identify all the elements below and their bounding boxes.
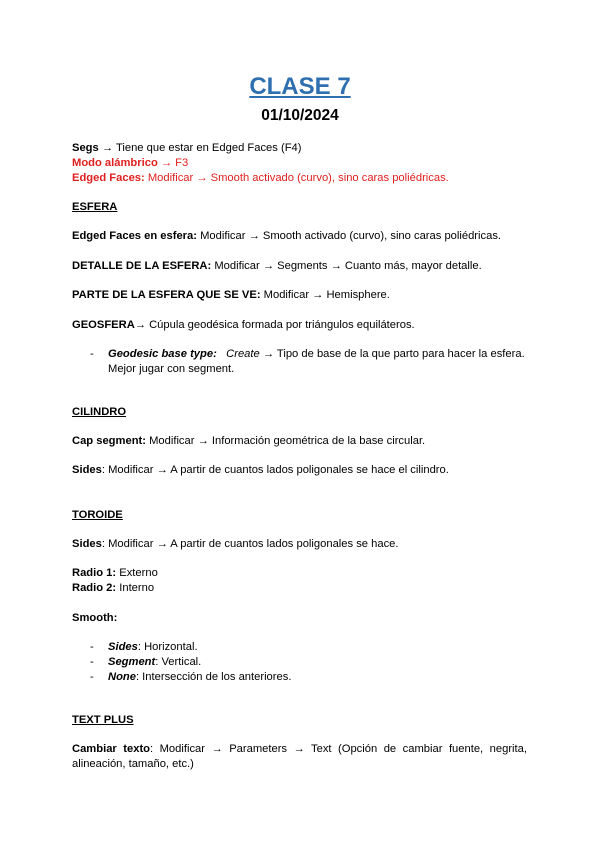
list-item (90, 347, 535, 377)
edged-faces-text: Modificar → Smooth activado (curvo), sino caras poliédricas. (144, 172, 449, 184)
smooth-sides-label: Sides (108, 641, 138, 653)
cilindro-sides-line (72, 463, 532, 478)
bullet-dash: - (90, 656, 94, 668)
modo-alambrico-label: Modo alámbrico (72, 157, 158, 169)
esfera-edged-line (72, 229, 532, 244)
esfera-detalle-label: DETALLE DE LA ESFERA: (72, 260, 212, 272)
smooth-segment-text: : Vertical. (155, 656, 202, 668)
segs-line (72, 141, 532, 156)
cambiar-texto-text: : Modificar → Parameters → Text (Opción de cambiar fuente, negrita, alineación, tamaño, etc.) (72, 743, 527, 770)
create-word: Create (226, 348, 260, 360)
esfera-parte-line (72, 288, 532, 303)
geosfera-bullet-list (90, 347, 535, 377)
geodesic-base-type-text2: Mejor jugar con segment. (108, 363, 235, 375)
geodesic-base-type-label: Geodesic base type: (108, 348, 217, 360)
esfera-heading: ESFERA (72, 201, 118, 213)
smooth-line (72, 611, 532, 626)
segs-label: Segs (72, 142, 99, 154)
geosfera-label: GEOSFERA (72, 319, 135, 331)
list-item (90, 670, 535, 685)
toroide-sides-line (72, 537, 532, 552)
cambiar-texto-paragraph (72, 742, 527, 772)
toroide-heading-wrap (72, 508, 532, 523)
esfera-edged-label: Edged Faces en esfera: (72, 230, 197, 242)
radio2-text: Interno (116, 582, 155, 594)
intro-section (72, 141, 532, 186)
page-date: 01/10/2024 (261, 107, 339, 124)
segs-text: → Tiene que estar en Edged Faces (F4) (98, 142, 302, 154)
smooth-label: Smooth: (72, 612, 118, 624)
esfera-parte-label: PARTE DE LA ESFERA QUE SE VE: (72, 289, 261, 301)
bullet-dash: - (90, 348, 94, 360)
geosfera-text: → Cúpula geodésica formada por triángulos equiláteros. (134, 319, 415, 331)
list-item (90, 640, 535, 655)
esfera-edged-text: Modificar → Smooth activado (curvo), sino caras poliédricas. (196, 230, 502, 242)
smooth-sides-text: : Horizontal. (137, 641, 198, 653)
toroide-sides-text: : Modificar → A partir de cuantos lados poligonales se hace. (101, 538, 399, 550)
bullet-dash: - (90, 641, 94, 653)
cilindro-heading: CILINDRO (72, 406, 127, 418)
radio-lines (72, 566, 532, 596)
textplus-heading-wrap (72, 713, 532, 728)
cilindro-sides-text: : Modificar → A partir de cuantos lados poligonales se hace el cilindro. (101, 464, 449, 476)
cilindro-heading-wrap (72, 405, 532, 420)
smooth-bullet-list (90, 640, 535, 685)
bullet-dash: - (90, 671, 94, 683)
cap-segment-text: Modificar → Información geométrica de la base circular. (145, 435, 426, 447)
toroide-sides-label: Sides (72, 538, 102, 550)
radio1-text: Externo (116, 567, 158, 579)
edged-faces-line (72, 171, 532, 186)
cap-segment-label: Cap segment: (72, 435, 146, 447)
radio2-label: Radio 2: (72, 582, 117, 594)
list-item (90, 655, 535, 670)
smooth-none-label: None (108, 671, 136, 683)
esfera-detalle-text: Modificar → Segments → Cuanto más, mayor detalle. (211, 260, 482, 272)
modo-alambrico-line (72, 156, 532, 171)
radio1-label: Radio 1: (72, 567, 117, 579)
esfera-heading-wrap (72, 200, 532, 215)
cilindro-sides-label: Sides (72, 464, 102, 476)
smooth-segment-label: Segment (108, 656, 156, 668)
textplus-heading: TEXT PLUS (72, 714, 134, 726)
geosfera-line (72, 318, 532, 333)
cambiar-texto-label: Cambiar texto (72, 743, 150, 755)
esfera-detalle-line (72, 259, 532, 274)
page-title: CLASE 7 (249, 73, 351, 100)
esfera-parte-text: Modificar → Hemisphere. (260, 289, 390, 301)
modo-alambrico-text: → F3 (157, 157, 189, 169)
edged-faces-label: Edged Faces: (72, 172, 145, 184)
cap-segment-line (72, 434, 532, 449)
geodesic-base-type-text: → Tipo de base de la que parto para hacer la esfera. (259, 348, 525, 360)
toroide-heading: TOROIDE (72, 509, 123, 521)
smooth-none-text: : Intersección de los anteriores. (135, 671, 292, 683)
